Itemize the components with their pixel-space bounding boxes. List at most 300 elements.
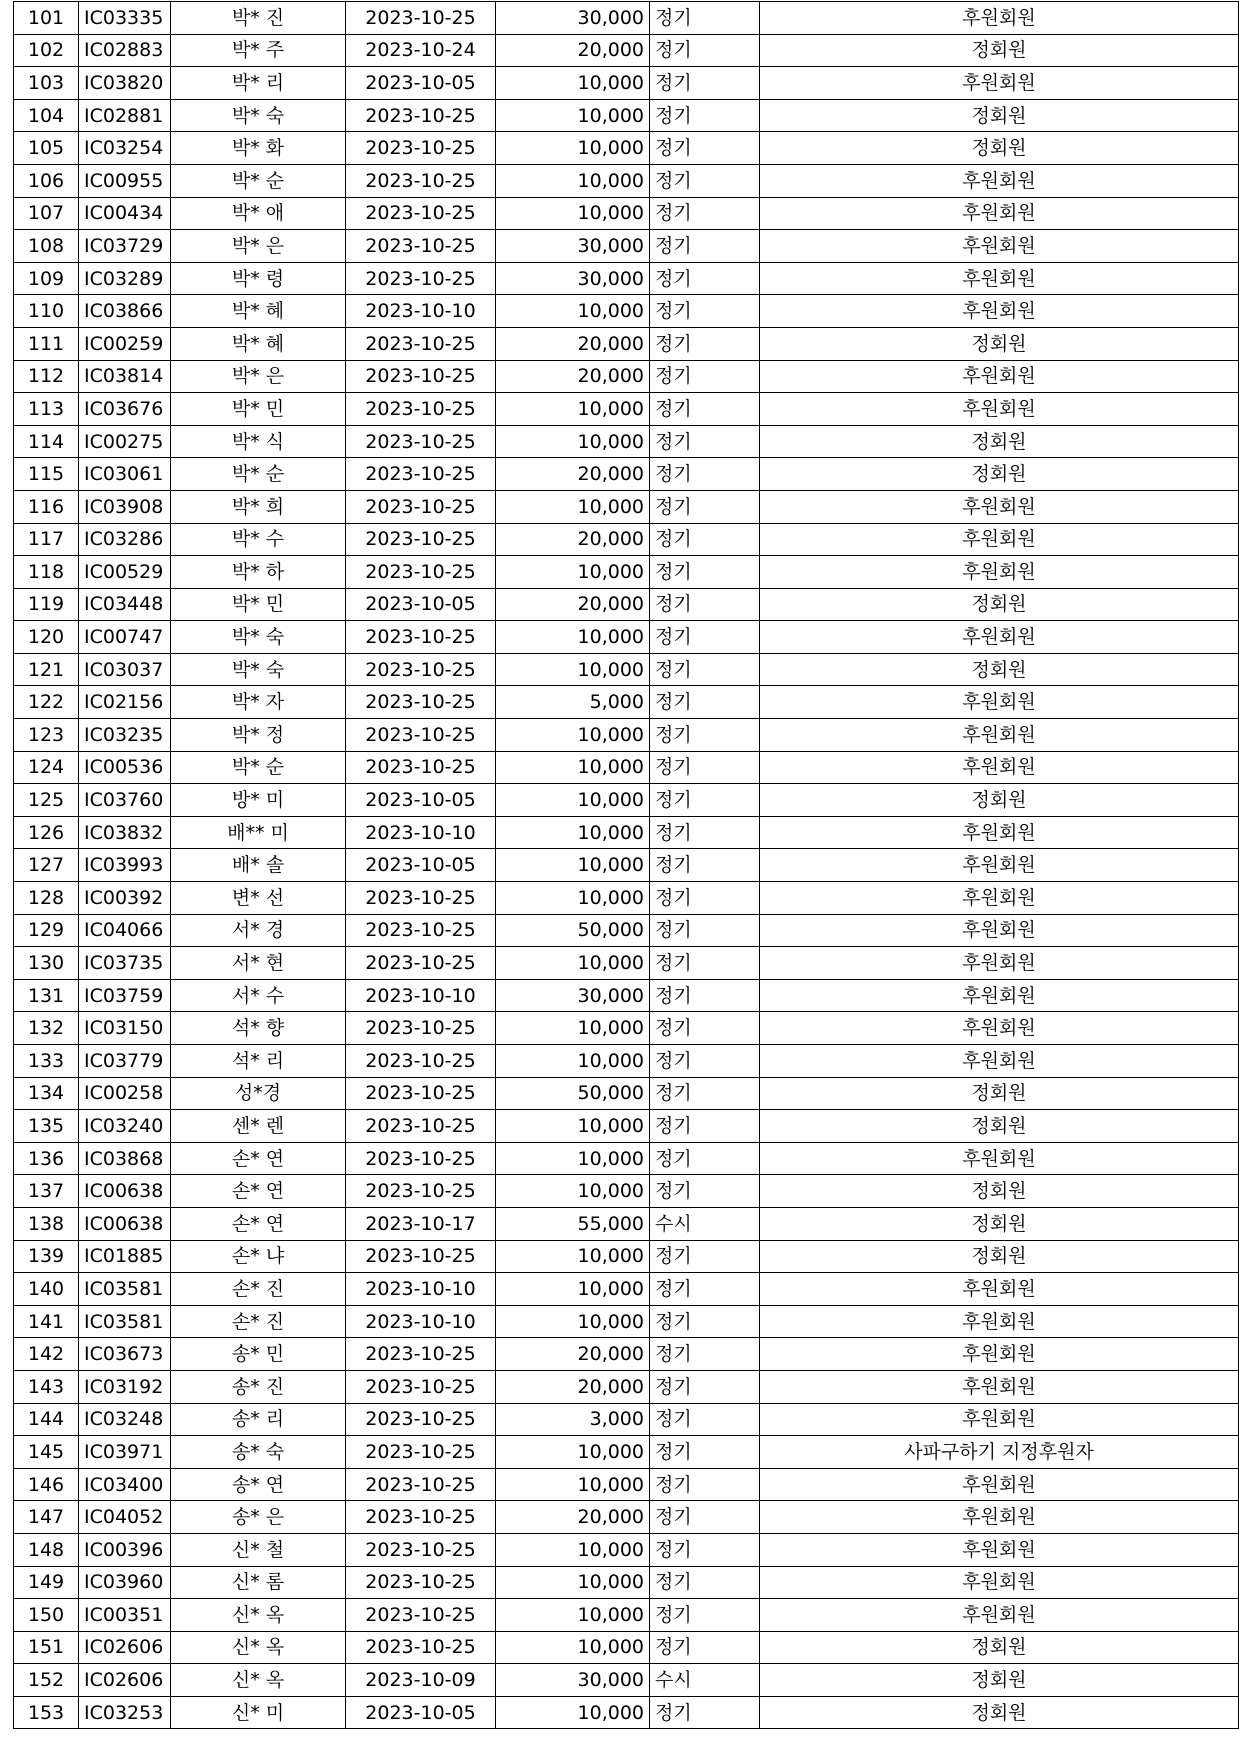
donation-type: 정기 — [650, 34, 760, 67]
donation-date: 2023-10-25 — [346, 262, 496, 295]
donation-amount: 20,000 — [496, 1370, 650, 1403]
table-row — [14, 360, 1239, 393]
donation-date: 2023-10-25 — [346, 230, 496, 263]
table-row — [14, 1175, 1239, 1208]
member-name: 박* 은 — [171, 230, 346, 263]
member-id: IC03673 — [79, 1338, 171, 1371]
member-id: IC03037 — [79, 653, 171, 686]
member-name: 성*경 — [171, 1077, 346, 1110]
member-type: 후원회원 — [760, 1533, 1239, 1566]
table-row — [14, 556, 1239, 589]
donation-date: 2023-10-25 — [346, 1566, 496, 1599]
member-type: 사파구하기 지정후원자 — [760, 1436, 1239, 1469]
member-type: 후원회원 — [760, 1566, 1239, 1599]
donation-amount: 10,000 — [496, 425, 650, 458]
member-id: IC03676 — [79, 393, 171, 426]
member-type: 후원회원 — [760, 914, 1239, 947]
row-number: 150 — [14, 1599, 79, 1632]
donation-type: 정기 — [650, 132, 760, 165]
row-number: 111 — [14, 327, 79, 360]
donation-amount: 10,000 — [496, 1436, 650, 1469]
row-number: 130 — [14, 947, 79, 980]
member-type: 정회원 — [760, 653, 1239, 686]
table-row — [14, 295, 1239, 328]
table-row — [14, 1664, 1239, 1697]
table-row — [14, 425, 1239, 458]
member-type: 후원회원 — [760, 490, 1239, 523]
row-number: 110 — [14, 295, 79, 328]
member-name: 송* 리 — [171, 1403, 346, 1436]
donation-date: 2023-10-10 — [346, 816, 496, 849]
member-name: 손* 진 — [171, 1273, 346, 1306]
donation-type: 정기 — [650, 1599, 760, 1632]
member-id: IC03729 — [79, 230, 171, 263]
row-number: 125 — [14, 784, 79, 817]
member-type: 후원회원 — [760, 719, 1239, 752]
member-type: 후원회원 — [760, 262, 1239, 295]
donation-date: 2023-10-25 — [346, 327, 496, 360]
table-row — [14, 1403, 1239, 1436]
row-number: 151 — [14, 1631, 79, 1664]
member-type: 후원회원 — [760, 1599, 1239, 1632]
table-row — [14, 882, 1239, 915]
member-name: 박* 령 — [171, 262, 346, 295]
member-id: IC04066 — [79, 914, 171, 947]
donation-type: 정기 — [650, 979, 760, 1012]
donation-date: 2023-10-25 — [346, 1403, 496, 1436]
donation-amount: 30,000 — [496, 979, 650, 1012]
donation-type: 정기 — [650, 686, 760, 719]
donation-type: 정기 — [650, 653, 760, 686]
member-name: 센* 렌 — [171, 1110, 346, 1143]
member-name: 송* 진 — [171, 1370, 346, 1403]
row-number: 112 — [14, 360, 79, 393]
member-name: 송* 은 — [171, 1501, 346, 1534]
donation-date: 2023-10-25 — [346, 1077, 496, 1110]
member-type: 후원회원 — [760, 686, 1239, 719]
member-id: IC03286 — [79, 523, 171, 556]
member-name: 방* 미 — [171, 784, 346, 817]
row-number: 137 — [14, 1175, 79, 1208]
donation-amount: 10,000 — [496, 1468, 650, 1501]
donation-amount: 10,000 — [496, 1240, 650, 1273]
member-name: 박* 민 — [171, 588, 346, 621]
member-type: 정회원 — [760, 588, 1239, 621]
donation-amount: 10,000 — [496, 1012, 650, 1045]
donation-amount: 20,000 — [496, 458, 650, 491]
member-name: 석* 향 — [171, 1012, 346, 1045]
row-number: 107 — [14, 197, 79, 230]
row-number: 148 — [14, 1533, 79, 1566]
member-name: 서* 경 — [171, 914, 346, 947]
row-number: 134 — [14, 1077, 79, 1110]
donation-type: 정기 — [650, 425, 760, 458]
donation-table — [13, 1, 1239, 1729]
member-type: 정회원 — [760, 34, 1239, 67]
donation-date: 2023-10-10 — [346, 1305, 496, 1338]
table-row — [14, 1501, 1239, 1534]
member-id: IC00351 — [79, 1599, 171, 1632]
row-number: 153 — [14, 1696, 79, 1729]
member-type: 후원회원 — [760, 230, 1239, 263]
donation-type: 정기 — [650, 295, 760, 328]
donation-date: 2023-10-25 — [346, 686, 496, 719]
donation-type: 정기 — [650, 230, 760, 263]
donation-date: 2023-10-25 — [346, 523, 496, 556]
member-name: 서* 현 — [171, 947, 346, 980]
member-name: 박* 식 — [171, 425, 346, 458]
row-number: 129 — [14, 914, 79, 947]
member-type: 후원회원 — [760, 1338, 1239, 1371]
donation-date: 2023-10-25 — [346, 1468, 496, 1501]
table-row — [14, 947, 1239, 980]
member-type: 정회원 — [760, 784, 1239, 817]
donation-amount: 10,000 — [496, 751, 650, 784]
donation-date: 2023-10-25 — [346, 1175, 496, 1208]
donation-amount: 30,000 — [496, 230, 650, 263]
donation-type: 정기 — [650, 1045, 760, 1078]
member-id: IC03581 — [79, 1273, 171, 1306]
member-type: 후원회원 — [760, 360, 1239, 393]
donation-amount: 10,000 — [496, 1305, 650, 1338]
donation-date: 2023-10-05 — [346, 849, 496, 882]
member-name: 신* 옥 — [171, 1664, 346, 1697]
row-number: 147 — [14, 1501, 79, 1534]
table-row — [14, 132, 1239, 165]
row-number: 141 — [14, 1305, 79, 1338]
donation-date: 2023-10-10 — [346, 979, 496, 1012]
member-type: 후원회원 — [760, 979, 1239, 1012]
member-name: 변* 선 — [171, 882, 346, 915]
donation-date: 2023-10-05 — [346, 588, 496, 621]
donation-date: 2023-10-25 — [346, 360, 496, 393]
member-type: 후원회원 — [760, 751, 1239, 784]
member-name: 배* 솔 — [171, 849, 346, 882]
member-name: 손* 연 — [171, 1142, 346, 1175]
row-number: 109 — [14, 262, 79, 295]
row-number: 143 — [14, 1370, 79, 1403]
row-number: 149 — [14, 1566, 79, 1599]
donation-type: 정기 — [650, 1696, 760, 1729]
donation-date: 2023-10-25 — [346, 914, 496, 947]
member-type: 후원회원 — [760, 197, 1239, 230]
donation-ledger — [13, 1, 1239, 1729]
member-type: 후원회원 — [760, 1501, 1239, 1534]
member-type: 정회원 — [760, 1631, 1239, 1664]
donation-amount: 55,000 — [496, 1207, 650, 1240]
table-row — [14, 393, 1239, 426]
member-id: IC03235 — [79, 719, 171, 752]
member-name: 박* 희 — [171, 490, 346, 523]
member-name: 송* 숙 — [171, 1436, 346, 1469]
member-type: 정회원 — [760, 1175, 1239, 1208]
member-type: 후원회원 — [760, 1305, 1239, 1338]
member-name: 박* 진 — [171, 2, 346, 35]
member-id: IC00529 — [79, 556, 171, 589]
member-id: IC00275 — [79, 425, 171, 458]
row-number: 128 — [14, 882, 79, 915]
donation-date: 2023-10-25 — [346, 1012, 496, 1045]
donation-amount: 10,000 — [496, 67, 650, 100]
donation-type: 정기 — [650, 719, 760, 752]
donation-date: 2023-10-25 — [346, 556, 496, 589]
table-row — [14, 327, 1239, 360]
member-name: 박* 애 — [171, 197, 346, 230]
donation-amount: 50,000 — [496, 914, 650, 947]
member-name: 신* 롬 — [171, 1566, 346, 1599]
member-name: 신* 철 — [171, 1533, 346, 1566]
member-id: IC00955 — [79, 164, 171, 197]
donation-date: 2023-10-25 — [346, 1045, 496, 1078]
member-name: 박* 은 — [171, 360, 346, 393]
row-number: 140 — [14, 1273, 79, 1306]
row-number: 104 — [14, 99, 79, 132]
member-type: 정회원 — [760, 327, 1239, 360]
donation-date: 2023-10-25 — [346, 1338, 496, 1371]
table-row — [14, 1631, 1239, 1664]
donation-type: 정기 — [650, 2, 760, 35]
member-id: IC03254 — [79, 132, 171, 165]
member-name: 박* 숙 — [171, 99, 346, 132]
donation-date: 2023-10-25 — [346, 1240, 496, 1273]
member-name: 송* 민 — [171, 1338, 346, 1371]
member-id: IC03253 — [79, 1696, 171, 1729]
member-type: 후원회원 — [760, 2, 1239, 35]
donation-date: 2023-10-25 — [346, 490, 496, 523]
member-name: 박* 순 — [171, 751, 346, 784]
donation-type: 수시 — [650, 1664, 760, 1697]
donation-amount: 10,000 — [496, 556, 650, 589]
table-row — [14, 784, 1239, 817]
member-id: IC00396 — [79, 1533, 171, 1566]
member-id: IC03335 — [79, 2, 171, 35]
member-type: 후원회원 — [760, 67, 1239, 100]
row-number: 127 — [14, 849, 79, 882]
member-name: 박* 수 — [171, 523, 346, 556]
donation-amount: 30,000 — [496, 2, 650, 35]
member-id: IC03971 — [79, 1436, 171, 1469]
member-name: 손* 연 — [171, 1175, 346, 1208]
donation-date: 2023-10-25 — [346, 751, 496, 784]
member-id: IC03581 — [79, 1305, 171, 1338]
member-id: IC02883 — [79, 34, 171, 67]
member-id: IC03760 — [79, 784, 171, 817]
donation-type: 정기 — [650, 816, 760, 849]
member-type: 후원회원 — [760, 1273, 1239, 1306]
row-number: 135 — [14, 1110, 79, 1143]
member-id: IC03061 — [79, 458, 171, 491]
member-name: 신* 옥 — [171, 1631, 346, 1664]
table-row — [14, 490, 1239, 523]
table-row — [14, 1436, 1239, 1469]
donation-amount: 10,000 — [496, 1273, 650, 1306]
donation-type: 정기 — [650, 751, 760, 784]
row-number: 106 — [14, 164, 79, 197]
donation-amount: 10,000 — [496, 621, 650, 654]
donation-amount: 10,000 — [496, 1142, 650, 1175]
row-number: 105 — [14, 132, 79, 165]
donation-type: 정기 — [650, 197, 760, 230]
row-number: 117 — [14, 523, 79, 556]
row-number: 102 — [14, 34, 79, 67]
member-name: 박* 숙 — [171, 653, 346, 686]
donation-type: 정기 — [650, 914, 760, 947]
row-number: 115 — [14, 458, 79, 491]
donation-amount: 5,000 — [496, 686, 650, 719]
donation-type: 정기 — [650, 784, 760, 817]
table-row — [14, 621, 1239, 654]
donation-date: 2023-10-25 — [346, 621, 496, 654]
donation-type: 정기 — [650, 1240, 760, 1273]
donation-type: 정기 — [650, 1533, 760, 1566]
table-row — [14, 197, 1239, 230]
donation-amount: 30,000 — [496, 262, 650, 295]
donation-date: 2023-10-25 — [346, 458, 496, 491]
donation-type: 정기 — [650, 1077, 760, 1110]
table-row — [14, 686, 1239, 719]
member-name: 박* 리 — [171, 67, 346, 100]
table-row — [14, 1338, 1239, 1371]
donation-amount: 10,000 — [496, 816, 650, 849]
donation-type: 정기 — [650, 523, 760, 556]
member-name: 박* 순 — [171, 458, 346, 491]
donation-date: 2023-10-25 — [346, 947, 496, 980]
donation-date: 2023-10-09 — [346, 1664, 496, 1697]
member-name: 손* 진 — [171, 1305, 346, 1338]
row-number: 132 — [14, 1012, 79, 1045]
member-id: IC00434 — [79, 197, 171, 230]
donation-date: 2023-10-25 — [346, 719, 496, 752]
table-row — [14, 34, 1239, 67]
donation-date: 2023-10-25 — [346, 2, 496, 35]
donation-type: 정기 — [650, 99, 760, 132]
donation-amount: 10,000 — [496, 197, 650, 230]
table-row — [14, 523, 1239, 556]
donation-date: 2023-10-25 — [346, 1501, 496, 1534]
member-type: 정회원 — [760, 1696, 1239, 1729]
member-id: IC00258 — [79, 1077, 171, 1110]
member-id: IC03289 — [79, 262, 171, 295]
member-id: IC03960 — [79, 1566, 171, 1599]
table-row — [14, 653, 1239, 686]
donation-amount: 20,000 — [496, 1338, 650, 1371]
donation-date: 2023-10-25 — [346, 1533, 496, 1566]
donation-amount: 10,000 — [496, 719, 650, 752]
member-type: 정회원 — [760, 1077, 1239, 1110]
row-number: 124 — [14, 751, 79, 784]
donation-type: 정기 — [650, 1631, 760, 1664]
table-row — [14, 67, 1239, 100]
member-type: 후원회원 — [760, 1142, 1239, 1175]
member-id: IC03779 — [79, 1045, 171, 1078]
member-type: 정회원 — [760, 425, 1239, 458]
member-id: IC03759 — [79, 979, 171, 1012]
donation-type: 정기 — [650, 1403, 760, 1436]
donation-amount: 10,000 — [496, 1533, 650, 1566]
row-number: 142 — [14, 1338, 79, 1371]
table-row — [14, 1240, 1239, 1273]
row-number: 123 — [14, 719, 79, 752]
member-id: IC03868 — [79, 1142, 171, 1175]
member-type: 후원회원 — [760, 947, 1239, 980]
row-number: 121 — [14, 653, 79, 686]
member-id: IC02881 — [79, 99, 171, 132]
row-number: 152 — [14, 1664, 79, 1697]
donation-date: 2023-10-25 — [346, 653, 496, 686]
donation-type: 정기 — [650, 1468, 760, 1501]
donation-date: 2023-10-05 — [346, 784, 496, 817]
donation-amount: 20,000 — [496, 588, 650, 621]
donation-amount: 10,000 — [496, 1110, 650, 1143]
donation-amount: 10,000 — [496, 164, 650, 197]
member-type: 후원회원 — [760, 1370, 1239, 1403]
member-id: IC03993 — [79, 849, 171, 882]
member-id: IC04052 — [79, 1501, 171, 1534]
donation-type: 정기 — [650, 947, 760, 980]
member-id: IC00638 — [79, 1207, 171, 1240]
member-name: 신* 미 — [171, 1696, 346, 1729]
member-id: IC03814 — [79, 360, 171, 393]
donation-date: 2023-10-25 — [346, 1599, 496, 1632]
member-type: 정회원 — [760, 1240, 1239, 1273]
donation-type: 정기 — [650, 490, 760, 523]
donation-amount: 10,000 — [496, 849, 650, 882]
table-row — [14, 914, 1239, 947]
row-number: 146 — [14, 1468, 79, 1501]
donation-date: 2023-10-25 — [346, 99, 496, 132]
donation-date: 2023-10-10 — [346, 1273, 496, 1306]
table-row — [14, 1533, 1239, 1566]
member-id: IC03400 — [79, 1468, 171, 1501]
row-number: 126 — [14, 816, 79, 849]
donation-date: 2023-10-25 — [346, 1142, 496, 1175]
donation-type: 정기 — [650, 262, 760, 295]
donation-amount: 10,000 — [496, 947, 650, 980]
member-id: IC01885 — [79, 1240, 171, 1273]
member-id: IC00638 — [79, 1175, 171, 1208]
donation-date: 2023-10-25 — [346, 197, 496, 230]
member-id: IC03866 — [79, 295, 171, 328]
member-type: 정회원 — [760, 99, 1239, 132]
member-name: 손* 냐 — [171, 1240, 346, 1273]
row-number: 145 — [14, 1436, 79, 1469]
donation-amount: 10,000 — [496, 393, 650, 426]
member-id: IC02606 — [79, 1664, 171, 1697]
donation-date: 2023-10-25 — [346, 1436, 496, 1469]
member-type: 정회원 — [760, 1664, 1239, 1697]
donation-type: 정기 — [650, 588, 760, 621]
table-row — [14, 164, 1239, 197]
member-name: 박* 정 — [171, 719, 346, 752]
member-name: 박* 혜 — [171, 327, 346, 360]
member-name: 손* 연 — [171, 1207, 346, 1240]
member-type: 후원회원 — [760, 816, 1239, 849]
row-number: 144 — [14, 1403, 79, 1436]
row-number: 136 — [14, 1142, 79, 1175]
member-type: 후원회원 — [760, 1403, 1239, 1436]
member-id: IC02156 — [79, 686, 171, 719]
donation-amount: 10,000 — [496, 1045, 650, 1078]
donation-type: 정기 — [650, 1370, 760, 1403]
donation-amount: 10,000 — [496, 132, 650, 165]
donation-amount: 10,000 — [496, 784, 650, 817]
table-row — [14, 262, 1239, 295]
row-number: 116 — [14, 490, 79, 523]
donation-type: 정기 — [650, 393, 760, 426]
member-id: IC03248 — [79, 1403, 171, 1436]
table-row — [14, 979, 1239, 1012]
donation-amount: 10,000 — [496, 99, 650, 132]
